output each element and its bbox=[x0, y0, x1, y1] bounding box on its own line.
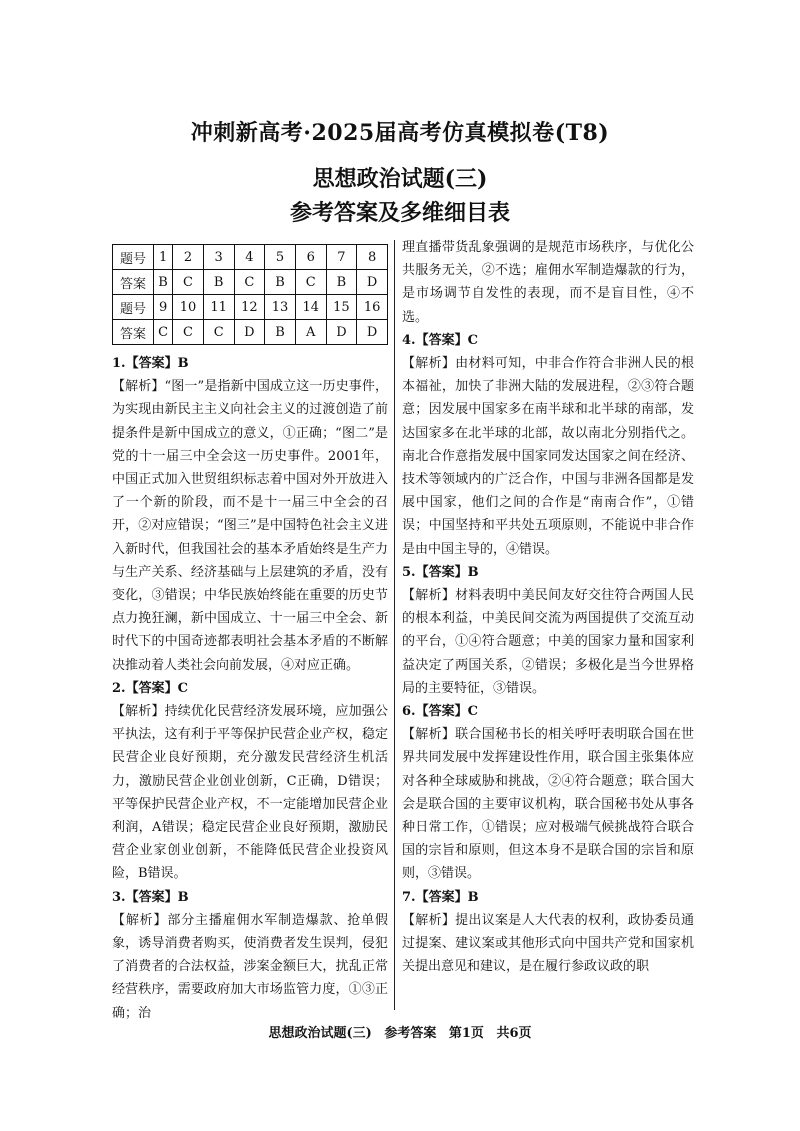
answer-table-cell: 3 bbox=[203, 245, 234, 270]
answer-table-cell: 1 bbox=[154, 245, 173, 270]
answer-table-cell: D bbox=[357, 320, 388, 345]
subject-title: 思想政治试题(三) bbox=[312, 166, 488, 192]
answer-table-cell: C bbox=[234, 270, 265, 295]
footer-page-number: 第1页 bbox=[448, 1026, 484, 1041]
answer-table-cell: C bbox=[203, 320, 234, 345]
question-explanation: 【解析】联合国秘书长的相关呼吁表明联合国在世界共同发展中发挥建设性作用，联合国主张集体应对各种全球威胁和挑战，②④符合题意；联合国大会是联合国的主要审议机构，联合国秘书处从事各种日常工作，①错误；应对极端气候挑战符合联合国的宗旨和原则，但这本身不是联合国的宗旨和原则，③错误。 bbox=[402, 727, 694, 882]
answer-table-cell: 4 bbox=[234, 245, 265, 270]
answer-table-cell: 14 bbox=[295, 295, 326, 320]
answer-table-cell: D bbox=[234, 320, 265, 345]
footer-subject: 思想政治试题(三) bbox=[268, 1026, 372, 1041]
answer-table-cell: B bbox=[326, 270, 357, 295]
answer-table-cell: A bbox=[295, 320, 326, 345]
column-divider bbox=[394, 240, 395, 1010]
answer-table-cell: B bbox=[265, 270, 296, 295]
answer-table-cell: B bbox=[203, 270, 234, 295]
page-footer bbox=[0, 1022, 800, 1041]
question-explanation: 【解析】由材料可知，中非合作符合非洲人民的根本福祉，加快了非洲大陆的发展进程，②③符合题意；因发展中国家多在南半球和北半球的南部，发达国家多在北半球的北部，故以南北分别指代之。南北合作意指发展中国家同发达国家之间在经济、技术等领域内的广泛合作，中国与非洲各国都是发展中国家，他们之间的合作是“南南合作”，①错误；中国坚持和平共处五项原则，不能说中非合作是由中国主导的，④错误。 bbox=[402, 356, 694, 557]
question-answer-heading: 2.【答案】C bbox=[112, 680, 188, 696]
answer-table-header-cell: 答案 bbox=[113, 270, 154, 295]
answer-table-header-cell: 题号 bbox=[113, 245, 154, 270]
answer-table-row bbox=[113, 245, 388, 270]
question-answer-heading: 6.【答案】C bbox=[402, 704, 478, 720]
answer-table-cell: B bbox=[154, 270, 173, 295]
answer-key-table bbox=[112, 244, 388, 345]
question-answer-heading: 3.【答案】B bbox=[112, 889, 189, 905]
answer-table-row bbox=[113, 295, 388, 320]
question-explanation: 【解析】材料表明中美民间友好交往符合两国人民的根本利益，中美民间交流为两国提供了交流互动的平台，①④符合题意；中美的国家力量和国家利益决定了两国关系，②错误；多极化是当今世界格局的主要特征，③错误。 bbox=[402, 588, 694, 696]
answer-table-cell: C bbox=[154, 320, 173, 345]
exam-series-title: 冲刺新高考·2025届高考仿真模拟卷(T8) bbox=[190, 120, 610, 146]
question-explanation: 【解析】提出议案是人大代表的权利，政协委员通过提案、建议案或其他形式向中国共产党和国家机关提出意见和建议，是在履行参政议政的职 bbox=[402, 912, 694, 975]
answer-table-cell: 9 bbox=[154, 295, 173, 320]
answer-table-header-cell: 答案 bbox=[113, 320, 154, 345]
footer-doc: 参考答案 bbox=[384, 1026, 437, 1041]
footer-total-pages: 共6页 bbox=[496, 1026, 532, 1041]
answer-table-row bbox=[113, 270, 388, 295]
answer-table-cell: C bbox=[173, 270, 204, 295]
answer-table-cell: 5 bbox=[265, 245, 296, 270]
answer-table-cell: 2 bbox=[173, 245, 204, 270]
question-explanation: 理直播带货乱象强调的是规范市场秩序，与优化公共服务无关，②不选；雇佣水军制造爆款的行为，是市场调节自发性的表现，而不是盲目性，④不选。 bbox=[402, 240, 694, 325]
answer-table-cell: 7 bbox=[326, 245, 357, 270]
answer-table-cell: C bbox=[295, 270, 326, 295]
answer-table-cell: 6 bbox=[295, 245, 326, 270]
answer-table-row bbox=[113, 320, 388, 345]
answer-table-cell: D bbox=[326, 320, 357, 345]
answer-table-cell: D bbox=[357, 270, 388, 295]
answer-table-cell: 15 bbox=[326, 295, 357, 320]
answer-table-cell: B bbox=[265, 320, 296, 345]
question-answer-heading: 1.【答案】B bbox=[112, 356, 189, 371]
question-explanation: 【解析】部分主播雇佣水军制造爆款、抢单假象，诱导消费者购买，使消费者发生误判，侵犯了消费者的合法权益，涉案金额巨大，扰乱正常经营秩序，需要政府加大市场监管力度，①③正确；治 bbox=[112, 912, 388, 1021]
answer-table-cell: 12 bbox=[234, 295, 265, 320]
right-column bbox=[402, 236, 694, 979]
answer-table-cell: 13 bbox=[265, 295, 296, 320]
answer-table-cell: C bbox=[173, 320, 204, 345]
question-answer-heading: 4.【答案】C bbox=[402, 332, 478, 348]
answer-table-cell: 11 bbox=[203, 295, 234, 320]
question-answer-heading: 5.【答案】B bbox=[402, 564, 479, 580]
question-explanation: 【解析】持续优化民营经济发展环境，应加强公平执法，这有利于平等保护民营企业产权，稳定民营企业良好预期，充分激发民营经济生机活力，激励民营企业创业创新，C正确，D错误；平等保护民营企业产权，不一定能增加民营企业利润，A错误；稳定民营企业良好预期，激励民营企业家创业创新，不能降低民营企业投资风险，B错误。 bbox=[112, 704, 388, 882]
question-answer-heading: 7.【答案】B bbox=[402, 889, 479, 905]
question-explanation: 【解析】“图一”是指新中国成立这一历史事件，为实现由新民主主义向社会主义的过渡创造了前提条件是新中国成立的意义，①正确；“图二”是党的十一届三中全会这一历史事件。2001年，中国正式加入世贸组织标志着中国对外开放进入了一个新的阶段，而不是十一届三中全会的召开，②对应错误；“图三”是中国特色社会主义进入新时代，但我国社会的基本矛盾始终是生产力与生产关系、经济基础与上层建筑的矛盾，没有变化，③错误；中华民族始终能在重要的历史节点力挽狂澜，新中国成立、十一届三中全会、新时代下的中国奇迹都表明社会基本矛盾的不断解决推动着人类社会向前发展，④对应正确。 bbox=[112, 379, 388, 673]
answer-table-cell: 16 bbox=[357, 295, 388, 320]
answer-table-cell: 10 bbox=[173, 295, 204, 320]
answer-table-header-cell: 题号 bbox=[113, 295, 154, 320]
answer-table-cell: 8 bbox=[357, 245, 388, 270]
left-column bbox=[112, 352, 388, 1025]
document-title: 参考答案及多维细目表 bbox=[289, 200, 510, 226]
